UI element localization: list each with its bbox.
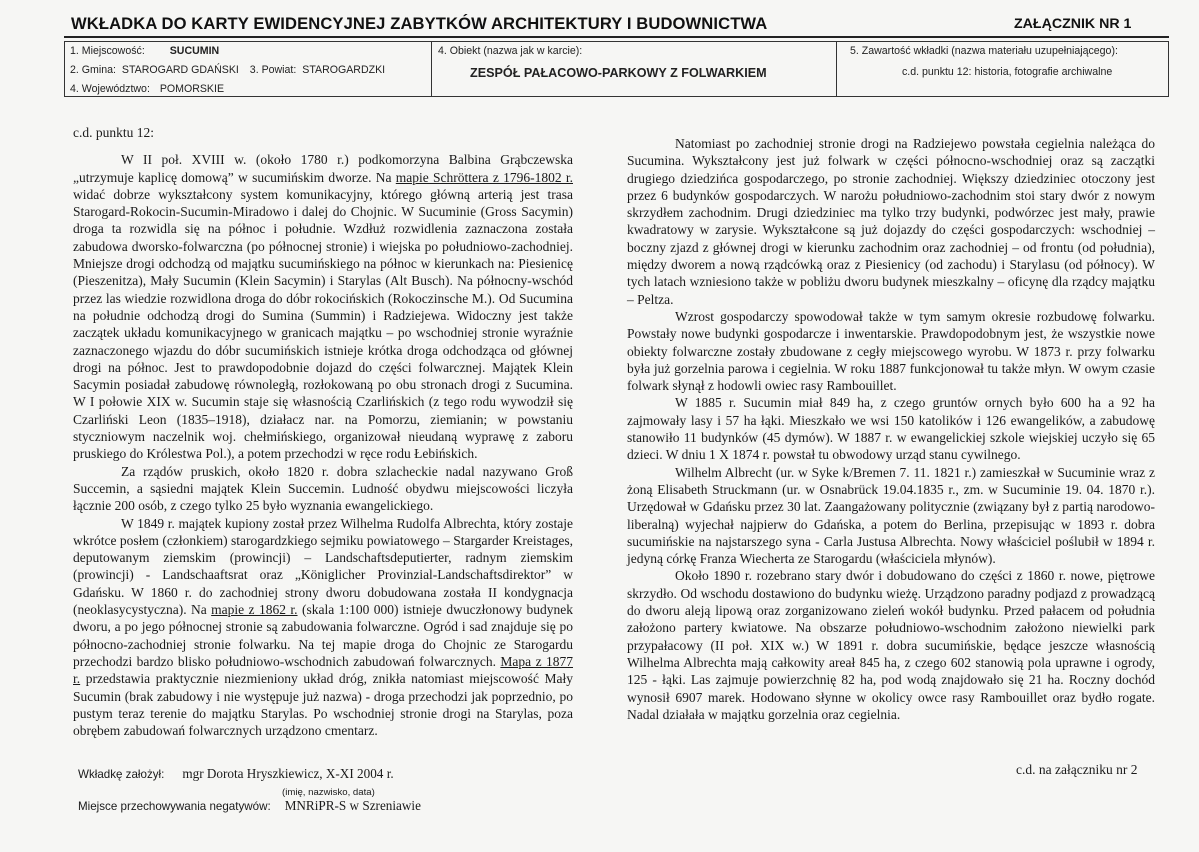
gmina-row xyxy=(70,64,385,76)
storage-value: MNRiPR-S w Szreniawie xyxy=(284,798,421,813)
paragraph: W II poł. XVIII w. (około 1780 r.) podkomorzyna Balbina Grąbczewska „utrzymuje kaplicę domową” w sucumińskim dworze. Na mapie Schröttera z 1796-1802 r. widać dobrze wykształcony system komunikacyjny, którego główną arterią jest trasa Starogard-Rokocin-Sucumin-Miradowo i dalej do Chojnic. W Sucuminie (Gross Sacymin) droga ta rozwidla się na północ i południe. Wzdłuż rozwidlenia zaznaczona została zabudowa dworsko-folwarczna (po północnej stronie) i wiejska po południowo-zachodniej. Mniejsze drogi odchodzą od majątku sucumińskiego na północ w kierunkach na: Piesienicę (Pieszenitza), Mały Sucumin (Klein Sacymin) i Starylas (Alt Busch). Na północny-wschód przez las wiedzie rozwidlona droga do dóbr rokocińskich (Rokoczinsche M.). Od Sucumina na południe odchodzą drogi do Sumina (Summin) i Radziejewa. Widoczny jest także zaczątek układu komunikacyjnego w granicach majątku – po wschodniej stronie wyraźnie zaznaczonego wjazdu do dóbr sucumińskich istnieje krótka droga odchodząca od głównej drogi na północ. Jest to prawdopodobnie dojazd do części folwarcznej. Majątek Klein Sacymin posiadał zabudowę równoległą, rozłokowaną po obu stronach drogi z Sucumina. W I połowie XIX w. Sucumin staje się własnością Czarlińskich (z tego rodu wywodził się Czarliński Leon (1835–1918), działacz nar. na Pomorzu, ziemianin; w powstaniu styczniowym naczelnik woj. chełmińskiego, organizował nieudaną wyprawę z zaboru pruskiego do Królestwa Pol.), a potem przechodzi w ręce rodu Łebińskich. xyxy=(73,152,573,462)
gmina-label: 2. Gmina: xyxy=(70,64,116,76)
map-reference: mapie Schröttera z 1796-1802 r. xyxy=(395,169,573,185)
map-reference: mapie z 1862 r. xyxy=(211,602,298,618)
object-label: 4. Obiekt (nazwa jak w karcie): xyxy=(438,45,583,57)
title-rule xyxy=(64,36,1169,38)
section-heading: c.d. punktu 12: xyxy=(73,125,154,140)
paragraph: Za rządów pruskich, około 1820 r. dobra szlacheckie nadal nazywano Groß Succemin, a sąsiedni majątek Klein Succemin. Ludność obydwu miejscowości liczyła łącznie 200 osób, z czego tylko 25 było wyznania ewangelickiego. xyxy=(73,463,573,514)
contents-value: c.d. punktu 12: historia, fotografie archiwalne xyxy=(902,66,1113,78)
storage-row xyxy=(78,797,421,815)
object-name: ZESPÓŁ PAŁACOWO-PARKOWY Z FOLWARKIEM xyxy=(470,66,767,80)
wojewodztwo-value: POMORSKIE xyxy=(159,83,225,95)
right-text-column xyxy=(627,135,1155,723)
paragraph: Natomiast po zachodniej stronie drogi na Radziejewo powstała cegielnia należąca do Sucumina. Wykształcony jest już folwark w części północno-wschodniej oraz są zaczątki drugiego dziedzińca gospodarczego, po stronie zachodniej. Większy dziedziniec otoczony jest przez 6 budynków gospodarczych. W narożu południowo-zachodnim stoi stary dwór z nowym skrzydłem zachodnim. Drugi dziedziniec ma tylko trzy budynki, podwórzec jest mały, prawie kwadratowy w zarysie. Wykształcone są już dojazdy do części gospodarczych: wschodniej – boczny zjazd z głównej drogi w kierunku zachodnim oraz zachodniej – od frontu (od południa), między dworem a nową rządcówką oraz z Piesienicy (od zachodu) i Starylasu (od północy). W tych latach wzniesiono także w pobliżu dworu budynek mieszkalny – oficynę dla rządcy majątku – Peltza. xyxy=(627,136,1155,307)
paragraph: Około 1890 r. rozebrano stary dwór i dobudowano do części z 1860 r. nowe, piętrowe skrzydło. Od wschodu dostawiono do budynku wieżę. Urządzono paradny podjazd z prowadzącą do dworu aleją lipową oraz zorganizowano zieleń wokół budynku. Przed pałacem od południa założono partery kwiatowe. Na obszarze południowo-wschodnim założono niewielki park przypałacowy (II poł. XIX w.) W 1891 r. dobra sucumińskie, będące jeszcze własnością Wilhelma Albrechta mają całkowity areał 845 ha, z czego 602 stanowią pola uprawne i ogrody, 125 - łąki. Las zajmuje powierzchnię 82 ha, pod wodą znajdowało się 21 ha. Roczny dochód wynosił 6907 marek. Hodowano słynne w okolicy owce rasy Rambouillet oraz bydło rogate. Nadal działała w majątku gorzelnia oraz cegielnia. xyxy=(627,568,1155,722)
author-label: Wkładkę założył: xyxy=(78,768,165,781)
annex-number: ZAŁĄCZNIK NR 1 xyxy=(1014,16,1132,32)
left-text-column xyxy=(73,124,573,739)
miejscowosc-value: SUCUMIN xyxy=(169,45,220,57)
map-reference: Mapa z 1877 r. xyxy=(73,653,573,687)
object-box xyxy=(431,41,837,97)
author-note: (imię, nazwisko, data) xyxy=(282,787,375,798)
wojewodztwo-label: 4. Województwo: xyxy=(70,83,150,95)
document-title: WKŁADKA DO KARTY EWIDENCYJNEJ ZABYTKÓW ARCHITEKTURY I BUDOWNICTWA xyxy=(71,14,768,33)
paragraph: W 1849 r. majątek kupiony został przez Wilhelma Rudolfa Albrechta, który zostaje wkrótce posłem (członkiem) starogardzkiego sejmiku powiatowego – Stargarder Kreistages, deputowanym ziemskim (prowincji) – Landschaftsdeputierter, radnym ziemskim (prowincji) - Landschaaftsrat oraz „Königlicher Provinzial-Landschaftsdirektor” w Gdańsku. W 1860 r. do zachodniej strony dworu dobudowana została II kondygnacja (neoklasycystyczna). Na mapie z 1862 r. (skala 1:100 000) istnieje dwuczłonowy budynek dworu, a po jego północnej stronie są zabudowania folwarczne. Ogród i sad znajduje się po północno-zachodniej stronie folwarku. Na tej mapie droga do Chojnic ze Starogardu przechodzi bardzo blisko południowo-wschodnich zabudowań folwarcznych. Mapa z 1877 r. przedstawia praktycznie niezmieniony układ dróg, znikła natomiast miejscowość Mały Sucumin (brak zabudowy i nie występuje już nazwa) - droga przechodzi jak poprzednio, po pustym teraz terenie do majątku Starylas. Po wschodniej stronie drogi na Starylas, poza obrębem zabudowań folwarcznych urządzono cmentarz. xyxy=(73,515,573,739)
location-box xyxy=(64,41,432,97)
gmina-value: STAROGARD GDAŃSKI xyxy=(121,64,239,76)
author-row xyxy=(78,765,394,783)
author-value: mgr Dorota Hryszkiewicz, X-XI 2004 r. xyxy=(182,766,394,781)
miejscowosc-row xyxy=(70,45,219,57)
contents-label: 5. Zawartość wkładki (nazwa materiału uzupełniającego): xyxy=(850,45,1118,57)
powiat-value: STAROGARDZKI xyxy=(302,64,386,76)
paragraph: W 1885 r. Sucumin miał 849 ha, z czego gruntów ornych było 600 ha a 92 ha zajmowały lasy i 57 ha łąki. Mieszkało we wsi 150 katolików i 126 ewangelików, a zabudowę stanowiło 11 budynków (45 dymów). W 1887 r. w ewangelickiej szkole wiejskiej uczyło się 65 dzieci. W dniu 1 X 1874 r. powstał tu obwodowy urząd stanu cywilnego. xyxy=(627,395,1155,463)
paragraph: Wilhelm Albrecht (ur. w Syke k/Bremen 7. 11. 1821 r.) zamieszkał w Sucuminie wraz z żoną Elisabeth Struckmann (ur. w Osnabrück 19.04.1835 r., zm. w Sucuminie 19. 04. 1870 r.). Urzędował w Gdańsku przez 30 lat. Zaangażowany politycznie (związany był z partią narodowo-liberalną) wyjechał najpierw do Gdańska, a potem do Berlina, przepisując w 1893 r. dobra sucumińskie na najstarszego syna - Carla Justusa Albrechta. Nowy właściciel poślubił w 1894 r. jedyną córkę Franza Wiecherta ze Starogardu (właściciela młynów). xyxy=(627,464,1155,567)
continued-note: c.d. na załączniku nr 2 xyxy=(1016,762,1138,777)
contents-box xyxy=(836,41,1169,97)
storage-label: Miejsce przechowywania negatywów: xyxy=(78,800,271,813)
miejscowosc-label: 1. Miejscowość: xyxy=(70,45,145,57)
powiat-label: 3. Powiat: xyxy=(249,64,297,76)
wojewodztwo-row xyxy=(70,83,224,95)
paragraph: Wzrost gospodarczy spowodował także w tym samym okresie rozbudowę folwarku. Powstały nowe budynki gospodarcze i inwentarskie. Prawdopodobnym jest, że wszystkie nowe obiekty folwarczne zostały zbudowane z cegły miejscowego wyrobu. W 1873 r. przy folwarku była już gorzelnia parowa i cegielnia. W roku 1887 funkcjonował tu także młyn. W owym czasie folwark słynął z hodowli owiec rasy Rambouillet. xyxy=(627,308,1155,394)
